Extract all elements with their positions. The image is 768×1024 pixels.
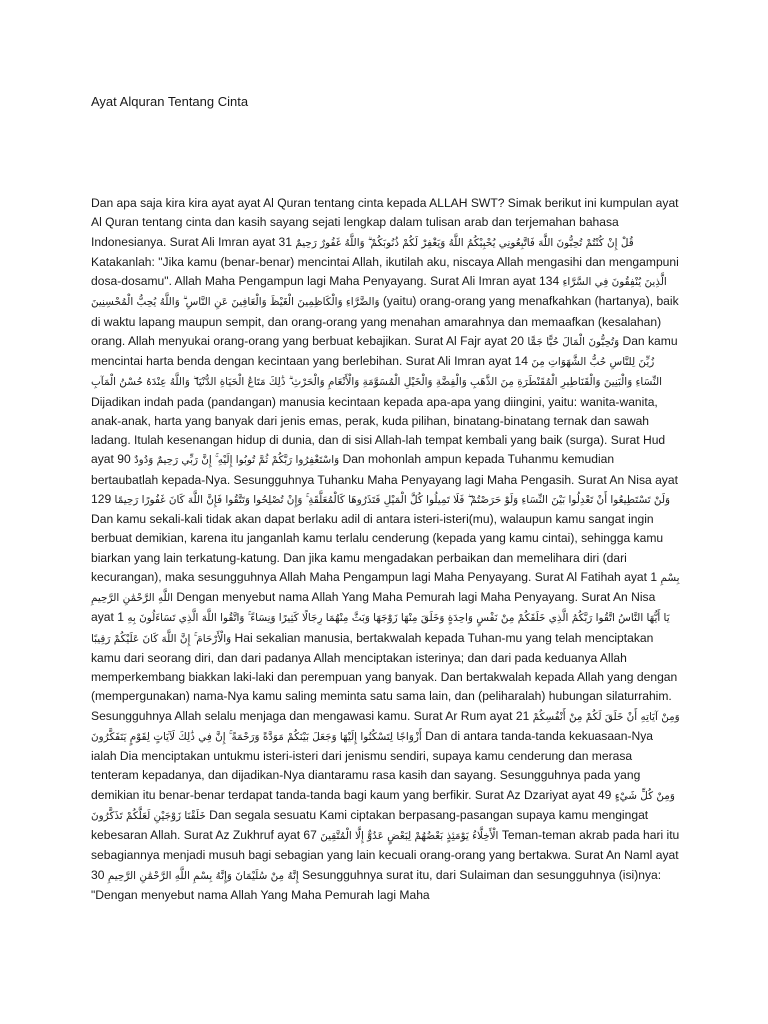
arabic-verse: الَّذِينَ يُنْفِقُونَ فِي السَّرَّاءِ وَالضَّرَّاءِ وَالْكَاظِمِينَ الْغَيْظَ وَالْعَافِينَ عَنِ النَّاسِ ۗ وَاللَّهُ يُحِبُّ الْمُحْسِنِينَ xyxy=(91,276,667,309)
body-text: Dan apa saja kira kira ayat ayat Al Quran tentang cinta kepada ALLAH SWT? Simak berikut ini kumpulan ayat Al Quran tentang cinta dan kasih sayang sejati lengkap dalam tulisan arab dan terjemahan bahasa Indonesianya. Surat Ali Imran ayat 31 xyxy=(91,196,679,249)
body-text: Dan mohonlah ampun kepada Tuhanmu kemudian bertaubatlah kepada-Nya. Sesungguhnya Tuhanku Maha Penyayang lagi Maha Pengasih. Surat An Nisa ayat 129 xyxy=(91,452,678,506)
body-text: Dengan menyebut nama Allah Yang Maha Pemurah lagi Maha Penyayang. Surat An Nisa ayat 1 xyxy=(91,590,656,625)
body-text: Sesungguhnya surat itu, dari Sulaiman dan sesungguhnya (isi)nya: "Dengan menyebut nama Allah Yang Maha Pemurah lagi Maha xyxy=(91,867,662,902)
arabic-verse: وَتُحِبُّونَ الْمَالَ حُبًّا جَمًّا xyxy=(527,335,620,348)
body-text: Dan kamu sekali-kali tidak akan dapat berlaku adil di antara isteri-isteri(mu), walaupun kamu sangat ingin berbuat demikian, karena itu janganlah kamu terlalu cenderung (kepada yang kamu cintai), sehingga kamu biarkan yang lain terkatung-katung. Dan jika kamu mengadakan perbaikan dan memelihara diri (dari kecurangan), maka sesungguhnya Allah Maha Pengampun lagi Maha Penyayang. Surat Al Fatihah ayat 1 xyxy=(91,512,664,584)
arabic-verse: وَمِنْ آيَاتِهِ أَنْ خَلَقَ لَكُمْ مِنْ أَنْفُسِكُمْ أَزْوَاجًا لِتَسْكُنُوا إِلَيْهَا وَجَعَلَ بَيْنَكُمْ مَوَدَّةً وَرَحْمَةً ۚ إِنَّ فِي ذَٰلِكَ لَآيَاتٍ لِقَوْمٍ يَتَفَكَّرُونَ xyxy=(91,710,680,743)
arabic-verse: وَمِنْ كُلِّ شَيْءٍ خَلَقْنَا زَوْجَيْنِ لَعَلَّكُمْ تَذَكَّرُونَ xyxy=(91,789,675,822)
arabic-verse: إِنَّهُ مِنْ سُلَيْمَانَ وَإِنَّهُ بِسْمِ اللَّهِ الرَّحْمَٰنِ الرَّحِيمِ xyxy=(107,869,299,882)
body-text: Teman-teman akrab pada hari itu sebagiannya menjadi musuh bagi sebagian yang lain kecuali orang-orang yang bertakwa. Surat An Naml ayat 30 xyxy=(91,828,680,882)
arabic-verse: وَاسْتَغْفِرُوا رَبَّكُمْ ثُمَّ تُوبُوا إِلَيْهِ ۚ إِنَّ رَبِّي رَحِيمٌ وَدُودٌ xyxy=(134,454,340,467)
arabic-verse: قُلْ إِنْ كُنْتُمْ تُحِبُّونَ اللَّهَ فَاتَّبِعُونِي يُحْبِبْكُمُ اللَّهُ وَيَغْفِرْ لَكُمْ ذُنُوبَكُمْ ۗ وَاللَّهُ غَفُورٌ رَحِيمٌ xyxy=(295,236,634,249)
body-text: Hai sekalian manusia, bertakwalah kepada Tuhan-mu yang telah menciptakan kamu dari seorang diri, dan dari padanya Allah menciptakan isterinya; dan dari pada keduanya Allah memperkembang biakkan laki-laki dan perempuan yang banyak. Dan bertakwalah kepada Allah yang dengan (mempergunakan) nama-Nya kamu saling meminta satu sama lain, dan (peliharalah) hubungan silaturrahim. Sesungguhnya Allah selalu menjaga dan mengawasi kamu. Surat Ar Rum ayat 21 xyxy=(91,630,678,723)
arabic-verse: زُيِّنَ لِلنَّاسِ حُبُّ الشَّهَوَاتِ مِنَ النِّسَاءِ وَالْبَنِينَ وَالْقَنَاطِيرِ الْمُقَنْطَرَةِ مِنَ الذَّهَبِ وَالْفِضَّةِ وَالْخَيْلِ الْمُسَوَّمَةِ وَالْأَنْعَامِ وَالْحَرْثِ ۗ ذَٰلِكَ مَتَاعُ الْحَيَاةِ الدُّنْيَا ۖ وَاللَّهُ عِنْدَهُ حُسْنُ الْمَآبِ xyxy=(91,356,663,389)
body-text: (yaitu) orang-orang yang menafkahkan (hartanya), baik di waktu lapang maupun sempit, dan orang-orang yang menahan amarahnya dan memaafkan (kesalahan) orang. Allah menyukai orang-orang yang berbuat kebajikan. Surat Al Fajr ayat 20 xyxy=(91,294,679,348)
body-text: Dan segala sesuatu Kami ciptakan berpasang-pasangan supaya kamu mengingat kebesaran Allah. Surat Az Zukhruf ayat 67 xyxy=(91,807,649,842)
body-text: Katakanlah: "Jika kamu (benar-benar) mencintai Allah, ikutilah aku, niscaya Allah mengasihi dan mengampuni dosa-dosamu". Allah Maha Pengampun lagi Maha Penyayang. Surat Ali Imran ayat 134 xyxy=(91,254,679,288)
document-body xyxy=(91,194,681,905)
arabic-verse: بِسْمِ اللَّهِ الرَّحْمَٰنِ الرَّحِيمِ xyxy=(91,571,680,604)
arabic-verse: يَا أَيُّهَا النَّاسُ اتَّقُوا رَبَّكُمُ الَّذِي خَلَقَكُمْ مِنْ نَفْسٍ وَاحِدَةٍ وَخَلَقَ مِنْهَا زَوْجَهَا وَبَثَّ مِنْهُمَا رِجَالًا كَثِيرًا وَنِسَاءً ۚ وَاتَّقُوا اللَّهَ الَّذِي تَسَاءَلُونَ بِهِ وَالْأَرْحَامَ ۚ إِنَّ اللَّهَ كَانَ عَلَيْكُمْ رَقِيبًا xyxy=(91,612,670,645)
body-text: Dan kamu mencintai harta benda dengan kecintaan yang berlebihan. Surat Ali Imran ayat 14 xyxy=(91,333,678,368)
body-text: Dijadikan indah pada (pandangan) manusia kecintaan kepada apa-apa yang diingini, yaitu: wanita-wanita, anak-anak, harta yang banyak dari jenis emas, perak, kuda pilihan, binatang-binatang ternak dan sawah ladang. Itulah kesenangan hidup di dunia, dan di sisi Allah-lah tempat kembali yang baik (surga). Surat Hud ayat 90 xyxy=(91,394,666,467)
arabic-verse: الْأَخِلَّاءُ يَوْمَئِذٍ بَعْضُهُمْ لِبَعْضٍ عَدُوٌّ إِلَّا الْمُتَّقِينَ xyxy=(320,830,499,842)
arabic-verse: وَلَنْ تَسْتَطِيعُوا أَنْ تَعْدِلُوا بَيْنَ النِّسَاءِ وَلَوْ حَرَصْتُمْ ۖ فَلَا تَمِيلُوا كُلَّ الْمَيْلِ فَتَذَرُوهَا كَالْمُعَلَّقَةِ ۚ وَإِنْ تُصْلِحُوا وَتَتَّقُوا فَإِنَّ اللَّهَ كَانَ غَفُورًا رَحِيمًا xyxy=(114,493,670,506)
body-text: Dan di antara tanda-tanda kekuasaan-Nya ialah Dia menciptakan untukmu isteri-isteri dari jenismu sendiri, supaya kamu cenderung dan merasa tenteram kepadanya, dan dijadikan-Nya diantaramu rasa kasih dan sayang. Sesungguhnya pada yang demikian itu benar-benar terdapat tanda-tanda bagi kaum yang berfikir. Surat Az Dzariyat ayat 49 xyxy=(91,728,654,802)
document-title: Ayat Alquran Tentang Cinta xyxy=(91,94,249,109)
